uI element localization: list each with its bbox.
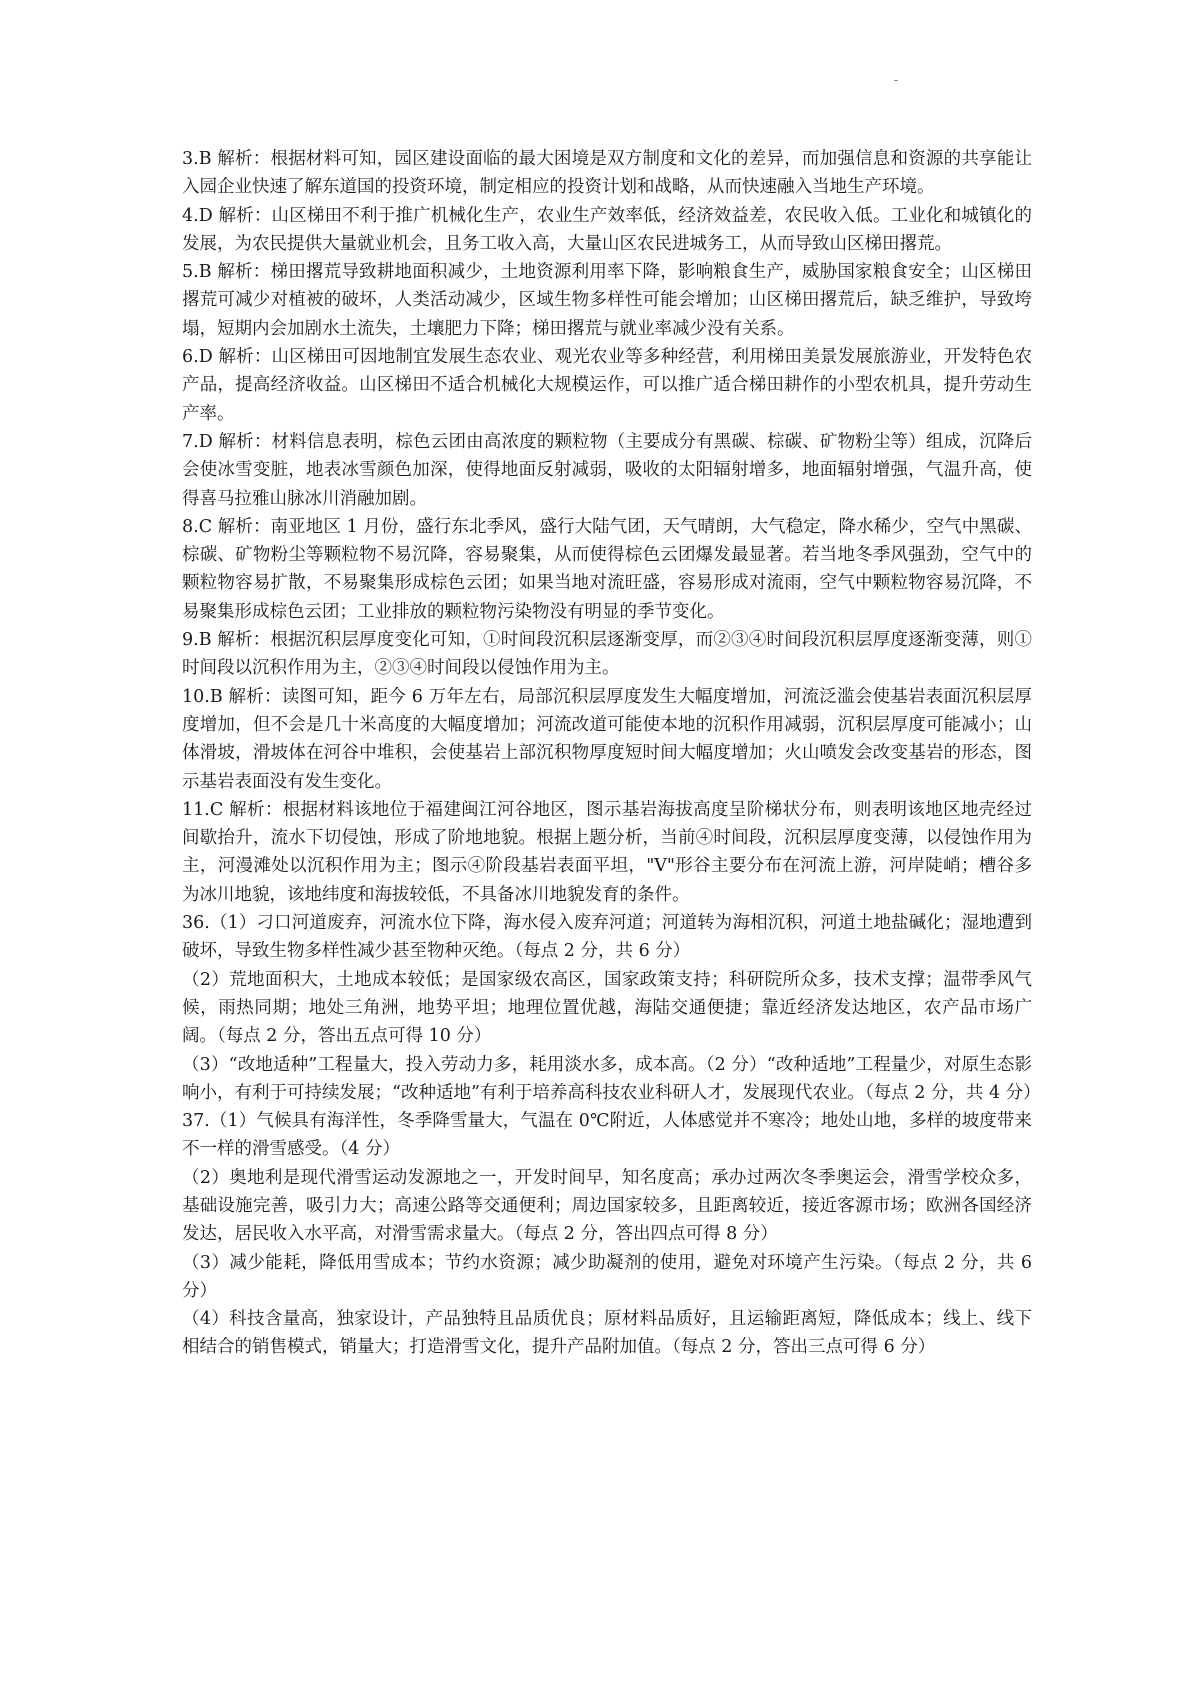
answer-q11: 11.C 解析：根据材料该地位于福建闽江河谷地区，图示基岩海拔高度呈阶梯状分布，则表明该地区地壳经过间歇抬升，流水下切侵蚀，形成了阶地地貌。根据上题分析，当前④时间段，沉积层厚度变薄，以侵蚀作用为主，河漫滩处以沉积作用为主；图示④阶段基岩表面平坦，"V"形谷主要分布在河流上游，河岸陡峭；槽谷多为冰川地貌，该地纬度和海拔较低，不具备冰川地貌发育的条件。 [182,799,1032,905]
answer-q36-part3: （3）“改地适种”工程量大，投入劳动力多，耗用淡水多，成本高。（2 分）“改种适地”工程量少，对原生态影响小，有利于可持续发展；“改种适地”有利于培养高科技农业科研人才，发展现代农业。（每点 2 分，共 4 分） [182,1054,1041,1103]
answer-q36-part2: （2）荒地面积大，土地成本较低；是国家级农高区，国家政策支持；科研院所众多，技术支撑；温带季风气候，雨热同期；地处三角洲，地势平坦；地理位置优越，海陆交通便捷；靠近经济发达地区，农产品市场广阔。（每点 2 分，答出五点可得 10 分） [182,969,1032,1047]
answer-q8: 8.C 解析：南亚地区 1 月份，盛行东北季风，盛行大陆气团，天气晴朗，大气稳定，降水稀少，空气中黑碳、棕碳、矿物粉尘等颗粒物不易沉降，容易聚集，从而使得棕色云团爆发最显著。若当地冬季风强劲，空气中的颗粒物容易扩散，不易聚集形成棕色云团；如果当地对流旺盛，容易形成对流雨，空气中颗粒物容易沉降，不易聚集形成棕色云团；工业排放的颗粒物污染物没有明显的季节变化。 [182,516,1032,622]
answer-q37-part3: （3）减少能耗，降低用雪成本；节约水资源；减少助凝剂的使用，避免对环境产生污染。（每点 2 分，共 6 分） [182,1252,1032,1301]
answer-q6: 6.D 解析：山区梯田可因地制宜发展生态农业、观光农业等多种经营，利用梯田美景发展旅游业，开发特色农产品，提高经济收益。山区梯田不适合机械化大规模运作，可以推广适合梯田耕作的小型农机具，提升劳动生产率。 [182,347,1032,424]
answer-document [182,145,1041,1362]
answer-q9: 9.B 解析：根据沉积层厚度变化可知，①时间段沉积层逐渐变厚，而②③④时间段沉积层厚度逐渐变薄，则①时间段以沉积作用为主，②③④时间段以侵蚀作用为主。 [182,630,1032,679]
answer-q3: 3.B 解析：根据材料可知，园区建设面临的最大困境是双方制度和文化的差异，而加强信息和资源的共享能让入园企业快速了解东道国的投资环境，制定相应的投资计划和战略，从而快速融入当地生产环境。 [182,149,1032,198]
answer-q37-part1: 37.（1）气候具有海洋性，冬季降雪量大，气温在 0℃附近，人体感觉并不寒冷；地处山地，多样的坡度带来不一样的滑雪感受。（4 分） [182,1111,1032,1160]
answer-q4: 4.D 解析：山区梯田不利于推广机械化生产，农业生产效率低，经济效益差，农民收入低。工业化和城镇化的发展，为农民提供大量就业机会，且务工收入高，大量山区农民进城务工，从而导致山区梯田撂荒。 [182,205,1032,254]
answer-q5: 5.B 解析：梯田撂荒导致耕地面积减少，土地资源利用率下降，影响粮食生产，威胁国家粮食安全；山区梯田撂荒可减少对植被的破坏，人类活动减少，区域生物多样性可能会增加；山区梯田撂荒后，缺乏维护，导致垮塌，短期内会加剧水土流失，土壤肥力下降；梯田撂荒与就业率减少没有关系。 [182,262,1032,339]
scan-mark [894,80,898,81]
answer-q36-part1: 36.（1）刁口河道废弃，河流水位下降，海水侵入废弃河道；河道转为海相沉积，河道土地盐碱化；湿地遭到破坏，导致生物多样性减少甚至物种灭绝。（每点 2 分，共 6 分） [182,913,1032,962]
answer-q10: 10.B 解析：读图可知，距今 6 万年左右，局部沉积层厚度发生大幅度增加，河流泛滥会使基岩表面沉积层厚度增加，但不会是几十米高度的大幅度增加；河流改道可能使本地的沉积作用减弱，沉积层厚度可能减小；山体滑坡，滑坡体在河谷中堆积，会使基岩上部沉积物厚度短时间大幅度增加；火山喷发会改变基岩的形态，图示基岩表面没有发生变化。 [182,686,1032,792]
answer-q37-part4: （4）科技含量高，独家设计，产品独特且品质优良；原材料品质好，且运输距离短，降低成本；线上、线下相结合的销售模式，销量大；打造滑雪文化，提升产品附加值。（每点 2 分，答出三点可得 6 分） [182,1309,1032,1358]
answer-q37-part2: （2）奥地利是现代滑雪运动发源地之一，开发时间早，知名度高；承办过两次冬季奥运会，滑雪学校众多，基础设施完善，吸引力大；高速公路等交通便利；周边国家较多，且距离较近，接近客源市场；欧洲各国经济发达，居民收入水平高，对滑雪需求量大。（每点 2 分，答出四点可得 8 分） [182,1167,1032,1245]
answer-q7: 7.D 解析：材料信息表明，棕色云团由高浓度的颗粒物（主要成分有黑碳、棕碳、矿物粉尘等）组成，沉降后会使冰雪变脏，地表冰雪颜色加深，使得地面反射减弱，吸收的太阳辐射增多，地面辐射增强，气温升高，使得喜马拉雅山脉冰川消融加剧。 [182,431,1032,509]
